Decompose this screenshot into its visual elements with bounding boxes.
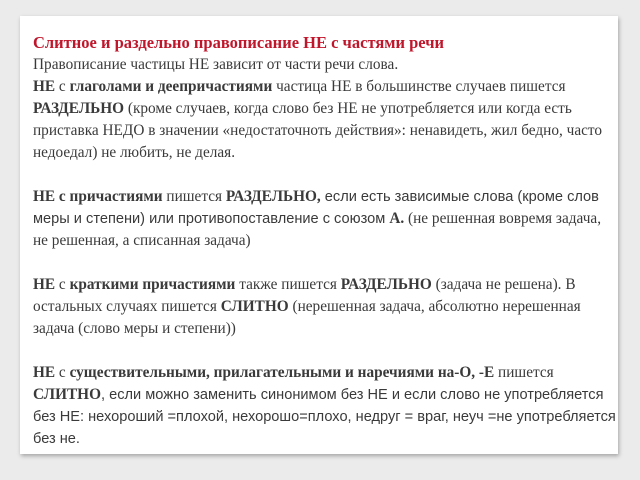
spacer bbox=[33, 252, 618, 274]
spacer bbox=[33, 340, 618, 362]
paragraph-participles bbox=[33, 186, 618, 252]
text-fragment: (задача не решена). В остальных случаях пишется bbox=[33, 276, 576, 315]
bold-term: краткими причастиями bbox=[69, 276, 236, 293]
slide-card bbox=[20, 16, 618, 454]
bold-term: РАЗДЕЛЬНО bbox=[340, 276, 432, 293]
bold-term: СЛИТНО bbox=[220, 298, 289, 315]
ne-label: НЕ bbox=[33, 276, 56, 293]
paragraph-short-participles bbox=[33, 274, 618, 340]
bold-term: СЛИТНО bbox=[33, 386, 101, 403]
text-fragment: с bbox=[55, 364, 70, 381]
text-fragment: , если можно заменить синонимом без НЕ и если слово не употребляется без НЕ: нехороший =плохой, нехорошо=плохо, недруг = враг, неуч =не употребляется без не. bbox=[33, 387, 616, 447]
paragraph-nouns-adjectives bbox=[33, 362, 618, 450]
text-fragment: с bbox=[55, 78, 70, 95]
text-fragment: (нерешенная задача, абсолютно нерешенная задача (слово меры и степени)) bbox=[33, 298, 581, 337]
spacer bbox=[33, 164, 618, 186]
text-fragment: пишется bbox=[162, 188, 226, 205]
paragraph-verbs bbox=[33, 76, 618, 164]
intro-text: Правописание частицы НЕ зависит от части речи слова. bbox=[33, 56, 399, 73]
text-fragment: частица НЕ в большинстве случаев пишется bbox=[272, 78, 566, 95]
text-fragment: (кроме случаев, когда слово без НЕ не употребляется или когда есть приставка НЕДО в значении «недостаточноть действия»: ненавидеть, жил бедно, часто недоедал) не любить, не делая. bbox=[33, 100, 603, 161]
bold-term: глаголами и деепричастиями bbox=[69, 78, 273, 95]
text-fragment: (не решенная вовремя задача, не решенная, а списанная задача) bbox=[33, 210, 602, 249]
text-fragment: также пишется bbox=[235, 276, 341, 293]
bold-term: РАЗДЕЛЬНО, bbox=[225, 188, 321, 205]
text-fragment: пишется bbox=[494, 364, 554, 381]
text-fragment: если есть зависимые слова (кроме слов меры и степени) или противопоставление с союзом bbox=[33, 189, 599, 227]
bold-term: А. bbox=[389, 210, 405, 227]
ne-label: НЕ bbox=[33, 78, 56, 95]
bold-term: РАЗДЕЛЬНО bbox=[33, 100, 125, 117]
bold-term: существительными, прилагательными и наречиями на-О, -Е bbox=[69, 364, 495, 381]
text-fragment: с bbox=[55, 276, 70, 293]
bold-term: НЕ с причастиями bbox=[33, 188, 163, 205]
slide-title: Слитное и раздельно правописание НЕ с частями речи bbox=[33, 33, 445, 52]
ne-label: НЕ bbox=[33, 364, 56, 381]
